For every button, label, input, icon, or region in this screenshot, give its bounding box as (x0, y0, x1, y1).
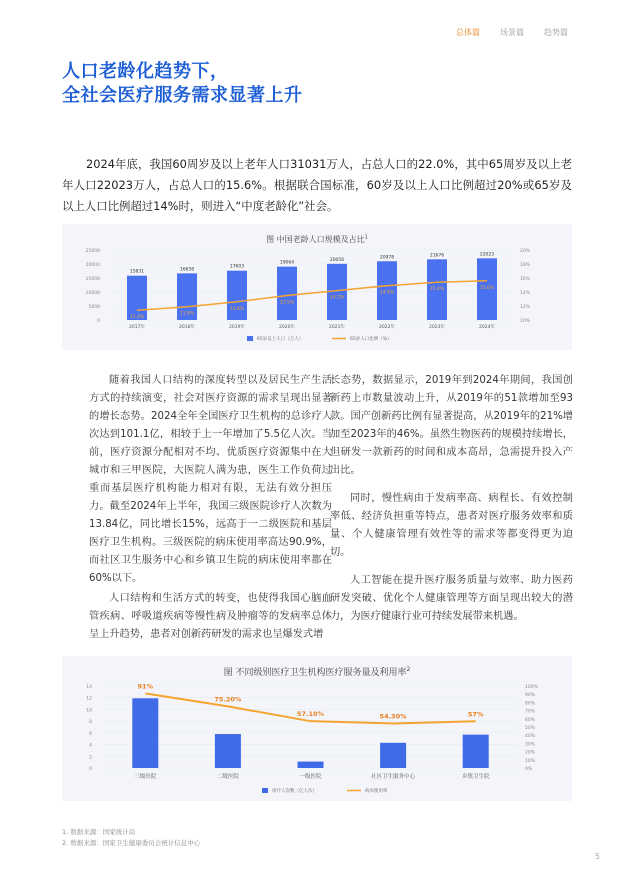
category-label: 2022年 (379, 325, 395, 330)
y-left-tick-label: 12 (86, 696, 92, 702)
y-right-tick-label: 60% (525, 717, 536, 723)
legend-line-label: 病床使用率 (365, 789, 388, 794)
line-value-label: 14.2% (329, 295, 345, 301)
line-value-label: 91% (137, 682, 154, 691)
bar-value-label: 20978 (379, 255, 395, 261)
bar-value-label: 21676 (429, 253, 445, 259)
right-paragraph-1: 长态势，数据显示，2019年到2024年期间，我国创新药上市数量波动上升，从2019年的51款增加至93款。国产创新药比例有显著提高，从2019年的21%增加至2023年的46%。虽然生物医药的规模持续增长，但研发一款新药的时间和成本高昂，急需提升投入产出比。 (330, 375, 573, 476)
y-right-tick-label: 100% (525, 685, 538, 690)
y-right-tick-label: 14% (520, 291, 531, 296)
bar-value-label: 20056 (329, 257, 345, 263)
nav-item-scenarios[interactable]: 场景篇 (500, 28, 524, 37)
bar-value-label: 22023 (479, 252, 495, 258)
page-title (62, 60, 303, 108)
y-right-tick-label: 80% (525, 701, 536, 707)
bar (463, 735, 489, 768)
line-value-label: 57% (467, 710, 484, 719)
y-right-tick-label: 30% (525, 742, 536, 748)
category-label: 2021年 (329, 325, 345, 330)
y-right-tick-label: 18% (520, 263, 531, 268)
bar-value-label: 17603 (229, 264, 245, 270)
nav-item-trends[interactable]: 趋势篇 (544, 28, 568, 37)
y-left-tick-label: 4 (89, 743, 92, 749)
y-right-tick-label: 90% (525, 693, 536, 699)
right-paragraph-2: 同时，慢性病由于发病率高、病程长、有效控制率低、经济负担重等特点，患者对医疗服务效率和质量、个人健康管理有效性等的需求等都变得更为迫切。 (330, 493, 573, 558)
y-right-tick-label: 70% (525, 709, 536, 715)
line-value-label: 14.9% (379, 290, 395, 296)
y-right-tick-label: 20% (525, 750, 536, 756)
bar-value-label: 15831 (129, 269, 145, 275)
bar-value-label: 16658 (179, 267, 195, 273)
bar (127, 276, 147, 320)
bar (380, 743, 406, 768)
body-column-left (89, 372, 332, 646)
y-right-tick-label: 10% (520, 319, 531, 324)
bar (298, 762, 324, 768)
title-line-2: 全社会医疗服务需求显著上升 (62, 85, 303, 106)
legend-bar-label: 65岁以上人口（万人） (257, 337, 304, 342)
legend-bar-label: 诊疗人次数（亿人次） (272, 789, 317, 794)
legend-line-label: 65岁人口比例（%） (350, 337, 392, 342)
bar (277, 267, 297, 320)
y-left-tick-label: 14 (86, 685, 92, 690)
y-left-tick-label: 2 (89, 755, 92, 761)
legend-bar-swatch (247, 336, 253, 341)
y-left-tick-label: 8 (89, 720, 92, 726)
y-left-tick-label: 0 (89, 767, 92, 772)
y-left-tick-label: 10000 (85, 291, 100, 296)
category-label: 2018年 (179, 325, 195, 330)
y-right-tick-label: 20% (520, 249, 531, 254)
line-value-label: 13.5% (279, 300, 295, 306)
y-right-tick-label: 40% (525, 734, 536, 740)
body-column-right (330, 372, 573, 636)
category-label: 社区卫生服务中心 (371, 774, 416, 780)
page-number: 5 (594, 852, 600, 861)
nav-item-overview[interactable]: 总体篇 (456, 28, 480, 37)
source-2: 2. 数据来源：国家卫生健康委员会统计信息中心 (62, 839, 201, 847)
line-value-label: 75.20% (214, 695, 242, 704)
category-label: 2019年 (229, 325, 245, 330)
line-value-label: 57.10% (296, 710, 325, 719)
category-label: 2024年 (479, 325, 495, 330)
aging-population-chart (62, 224, 572, 350)
y-left-tick-label: 5000 (88, 305, 100, 310)
line-value-label: 15.6% (479, 285, 495, 291)
left-paragraph-1: 随着我国人口结构的深度转型以及居民生产生活方式的持续演变，社会对医疗资源的需求呈现出显著的增长态势。2024全年全国医疗卫生机构的总诊疗人次达到101.1亿，相较于上一年增加了5.5亿人次。当前，医疗资源分配相对不均、优质医疗资源集中在大城市和三甲医院，大医院人满为患，医生工作负荷过重而基层医疗机构能力相对有限，无法有效分担压力。截至2024年上半年，我国三级医院诊疗人次数为13.84亿，同比增长15%，远高于一二级医院和基层医疗卫生机构。三级医院的病床使用率高达90.9%，而社区卫生服务中心和乡镇卫生院的病床使用率都在60%以下。 (89, 375, 332, 584)
source-1: 1. 数据来源：国家统计局 (62, 828, 136, 836)
y-right-tick-label: 10% (525, 758, 536, 764)
left-paragraph-2: 人口结构和生活方式的转变，也使得我国心脑血管疾病、呼吸道疾病等慢性病及肿瘤等的发病率总体呈上升趋势，患者对创新药研发的需求也呈爆发式增 (89, 593, 332, 640)
bar (215, 734, 241, 768)
line-value-label: 11.4% (129, 315, 145, 321)
bar-value-label: 19064 (279, 260, 295, 266)
bar (227, 271, 247, 320)
category-label: 一级医院 (299, 774, 322, 780)
line-value-label: 15.4% (429, 287, 445, 293)
y-right-tick-label: 0% (525, 767, 533, 772)
category-label: 2017年 (129, 325, 145, 330)
top-nav (456, 27, 568, 38)
legend-bar-swatch (262, 788, 268, 793)
line-value-label: 11.9% (179, 311, 195, 317)
category-label: 二级医院 (216, 774, 239, 780)
y-left-tick-label: 6 (89, 731, 92, 737)
y-right-tick-label: 16% (520, 277, 531, 282)
line-value-label: 54.30% (379, 712, 407, 721)
title-line-1: 人口老龄化趋势下， (62, 61, 229, 82)
bar (132, 698, 158, 768)
category-label: 三级医院 (134, 774, 157, 780)
intro-paragraph: 2024年底，我国60周岁及以上老年人口31031万人，占总人口的22.0%，其中65周岁及以上老年人口22023万人，占总人口的15.6%。根据联合国标准，60岁及以上人口比例超过20%或65岁及以上人口比例超过14%时，则进入“中度老龄化”社会。 (62, 157, 572, 213)
y-right-tick-label: 12% (520, 305, 531, 310)
y-right-tick-label: 50% (525, 726, 536, 731)
y-left-tick-label: 0 (97, 319, 100, 324)
y-left-tick-label: 15000 (85, 277, 100, 282)
y-left-tick-label: 10 (86, 708, 92, 714)
chart2-title: 图 不同级别医疗卫生机构医疗服务量及利用率$^2$ (223, 666, 411, 678)
category-label: 乡镇卫生院 (461, 774, 490, 780)
right-paragraph-3: 人工智能在提升医疗服务质量与效率、助力医药研发突破、优化个人健康管理等方面呈现出较大的潜力，为医疗健康行业可持续发展带来机遇。 (330, 575, 573, 622)
category-label: 2023年 (429, 325, 445, 330)
y-left-tick-label: 25000 (85, 249, 100, 254)
line-value-label: 12.6% (229, 306, 245, 312)
category-label: 2020年 (279, 325, 295, 330)
data-sources (62, 827, 200, 849)
medical-service-chart (62, 656, 572, 801)
chart1-title: 图 中国老龄人口规模及占比$^1$ (266, 234, 368, 244)
y-left-tick-label: 20000 (85, 263, 100, 268)
